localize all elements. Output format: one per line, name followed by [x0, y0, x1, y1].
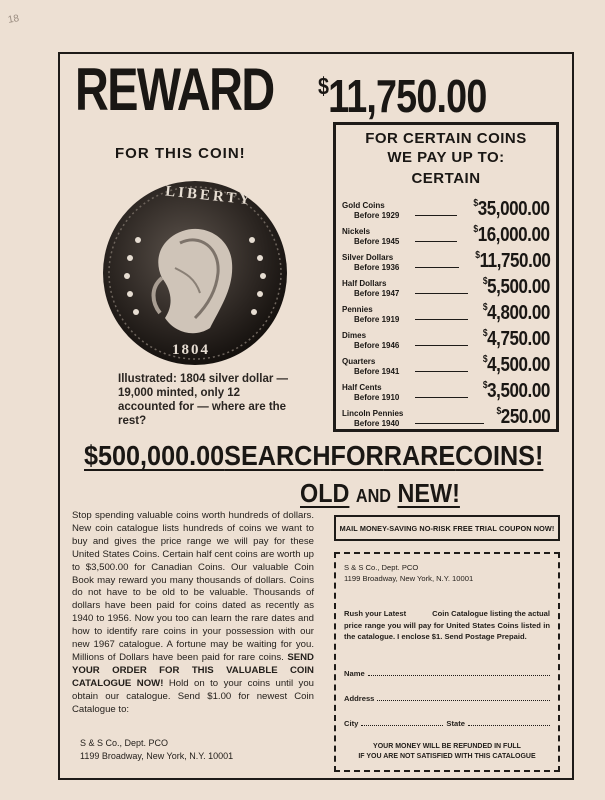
price-coin-date: Before 1947 [354, 288, 400, 298]
price-coin-label [342, 383, 412, 402]
address-label: Address [344, 693, 375, 703]
price-head-line1: FOR CERTAIN COINS [365, 130, 527, 147]
mailing-address [80, 737, 233, 763]
margin-mark: 18 [7, 13, 20, 26]
price-coin-type: Gold Coins [342, 201, 385, 210]
price-leader-line [415, 371, 468, 372]
price-coin-type: Pennies [342, 305, 373, 314]
price-row [342, 272, 550, 298]
price-dollar-sign: $ [482, 302, 488, 313]
silver-dollar-coin-icon [100, 178, 290, 368]
state-line[interactable] [468, 725, 550, 726]
price-value [475, 245, 550, 272]
price-leader-line [415, 397, 468, 398]
price-value [483, 349, 550, 376]
price-amount: 4,500.00 [487, 354, 550, 376]
reward-amount [318, 62, 486, 121]
city-line[interactable] [361, 725, 443, 726]
price-value [474, 193, 550, 220]
address-line-input[interactable] [377, 700, 550, 701]
price-head-line3: CERTAIN [411, 170, 481, 187]
price-coin-label [342, 201, 412, 220]
coupon-banner: MAIL MONEY-SAVING NO-RISK FREE TRIAL COUPON NOW! [334, 515, 560, 541]
price-coin-type: Half Dollars [342, 279, 387, 288]
price-coin-date: Before 1940 [354, 418, 400, 428]
coin-caption: Illustrated: 1804 silver dollar — 19,000 minted, only 12 accounted for — where are the rest? [118, 373, 289, 427]
price-coin-type: Half Cents [342, 383, 382, 392]
body-paragraph: Hold on to your coins until you obtain our catalogue. Send $1.00 for newest Coin Catalogue to: [72, 677, 314, 715]
name-field[interactable] [344, 669, 550, 678]
address-field[interactable] [344, 694, 550, 703]
banner-word: SEARCH [224, 440, 331, 471]
price-leader-line [415, 241, 457, 242]
price-dollar-sign: $ [482, 380, 488, 391]
coupon-rush-rest: Coin Catalogue listing the actual price range you will pay for United States Coins listed in the catalogue. I enclose $1. Send Postage Prepaid. [344, 609, 550, 641]
city-state-field[interactable] [344, 719, 550, 728]
body-paragraph: Stop spending valuable coins worth hundreds of dollars. New coin catalogue lists hundreds of coins we want to buy and gives the price range we will pay for these United States Coins. Certain half cent coins are worth up to $3,500.00 for Canadian Coins. Our valuable Coin Book may reward you many thousands of dollars. Coins do not have to be old to be valuable. Thousands of dollars have been paid for coins dated as recently as 1940 to 1956. Now you too can learn the rare dates and how to identify rare coins in your possession with our new 1967 catalogue. A fortune may be waiting for you. Millions of Dollars have been paid for rare coins. [72, 510, 314, 663]
search-banner [84, 440, 544, 472]
old-and-new-banner [300, 478, 460, 509]
banner-word: FOR [330, 440, 384, 471]
address-line: 1199 Broadway, New York, N.Y. 10001 [80, 751, 234, 761]
price-leader-line [415, 215, 457, 216]
price-amount: 11,750.00 [479, 250, 550, 272]
price-coin-label [342, 357, 412, 376]
price-amount: 4,750.00 [487, 328, 550, 350]
banner-word: OLD [300, 478, 350, 508]
price-coin-label [342, 331, 412, 350]
price-coin-type: Dimes [342, 331, 367, 340]
coupon-company: S & S Co., Dept. PCO [344, 563, 419, 572]
price-row [342, 324, 550, 350]
price-coin-type: Nickels [342, 227, 371, 236]
price-row [342, 220, 550, 246]
price-value [483, 271, 550, 298]
price-coin-label [342, 227, 412, 246]
price-row [342, 246, 550, 272]
price-value [483, 323, 550, 350]
price-leader-line [415, 423, 484, 424]
price-coin-type: Silver Dollars [342, 253, 394, 262]
price-leader-line [415, 319, 468, 320]
price-row [342, 376, 550, 402]
reward-value: 11,750.00 [328, 70, 487, 122]
price-leader-line [415, 345, 468, 346]
coin-legend: LIBERTY [164, 183, 254, 209]
price-row [342, 194, 550, 220]
coupon-company-address: 1199 Broadway, New York, N.Y. 10001 [344, 574, 474, 583]
price-row [342, 350, 550, 376]
name-line[interactable] [368, 675, 550, 676]
trial-coupon[interactable] [334, 552, 560, 772]
price-coin-type: Quarters [342, 357, 376, 366]
price-dollar-sign: $ [473, 198, 479, 209]
price-dollar-sign: $ [473, 224, 479, 235]
price-value [483, 297, 550, 324]
banner-word: RARE [383, 440, 456, 471]
price-coin-label [342, 409, 412, 428]
reward-dollar-sign: $ [318, 73, 329, 100]
price-dollar-sign: $ [482, 328, 488, 339]
price-dollar-sign: $ [474, 250, 480, 261]
price-value [474, 219, 550, 246]
price-amount: 35,000.00 [478, 198, 550, 220]
state-label: State [446, 718, 465, 728]
banner-word: NEW! [397, 478, 460, 508]
price-head-line2: WE PAY UP TO: [387, 149, 505, 166]
price-box [333, 122, 559, 432]
price-coin-label [342, 305, 412, 324]
refund-line: YOUR MONEY WILL BE REFUNDED IN FULL [373, 742, 521, 750]
price-coin-date: Before 1910 [354, 392, 400, 402]
price-leader-line [415, 293, 468, 294]
price-coin-type: Lincoln Pennies [342, 409, 404, 418]
price-dollar-sign: $ [482, 276, 488, 287]
price-coin-date: Before 1945 [354, 236, 400, 246]
price-amount: 3,500.00 [487, 380, 550, 402]
price-coin-date: Before 1946 [354, 340, 400, 350]
name-label: Name [344, 668, 365, 678]
price-value [496, 401, 550, 428]
headline: REWARD [75, 56, 274, 123]
banner-word: COINS! [455, 440, 544, 471]
price-coin-label [342, 279, 412, 298]
price-amount: 250.00 [500, 406, 550, 428]
price-value [483, 375, 550, 402]
city-label: City [344, 718, 359, 728]
price-row [342, 402, 550, 428]
body-copy [72, 510, 314, 717]
coupon-order-text [344, 608, 550, 643]
coin-year: 1804 [172, 342, 210, 358]
price-dollar-sign: $ [482, 354, 488, 365]
subhead: FOR THIS COIN! [115, 145, 246, 162]
banner-word: $500,000.00 [84, 440, 225, 471]
coupon-rush: Rush your Latest [344, 609, 407, 618]
price-coin-label [342, 253, 412, 272]
address-line: S & S Co., Dept. PCO [80, 738, 169, 748]
price-row [342, 298, 550, 324]
price-list [342, 194, 550, 428]
price-coin-date: Before 1936 [354, 262, 400, 272]
price-coin-date: Before 1941 [354, 366, 400, 376]
price-amount: 5,500.00 [487, 276, 550, 298]
banner-word: AND [355, 486, 392, 506]
price-coin-date: Before 1929 [354, 210, 400, 220]
price-leader-line [415, 267, 459, 268]
body-call-to-action: SEND YOUR ORDER FOR THIS VALUABLE COIN CATALOGUE NOW! [72, 651, 314, 689]
refund-line: IF YOU ARE NOT SATISFIED WITH THIS CATALOGUE [358, 752, 536, 760]
price-dollar-sign: $ [496, 406, 501, 417]
refund-notice [344, 742, 550, 762]
price-amount: 4,800.00 [487, 302, 550, 324]
price-amount: 16,000.00 [478, 224, 550, 246]
price-coin-date: Before 1919 [354, 314, 400, 324]
